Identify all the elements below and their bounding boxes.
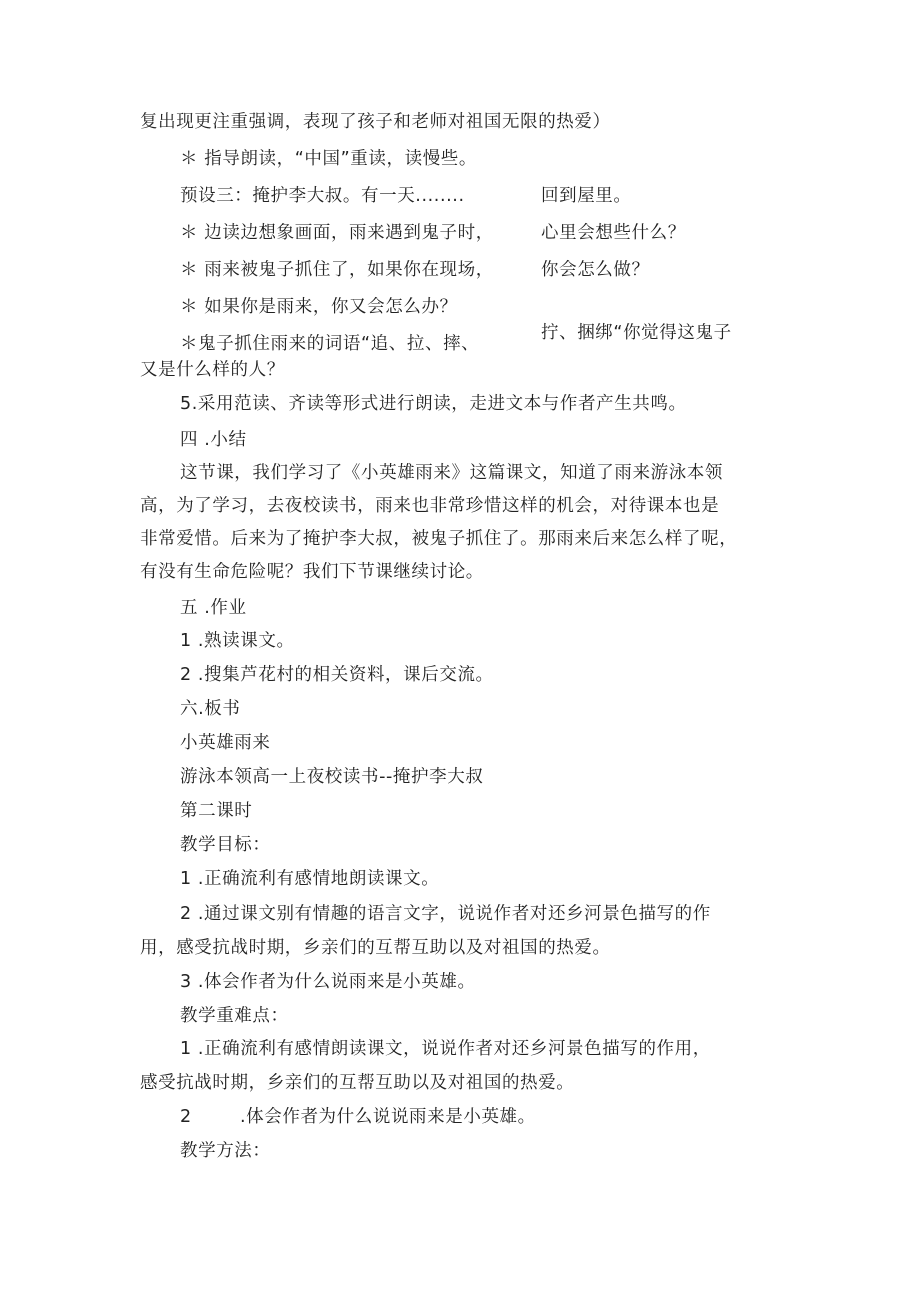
text-line: 游泳本领高一上夜校读书--掩护李大叔 <box>180 767 484 787</box>
text-line: 预设三：掩护李大叔。有一天........ <box>180 186 465 206</box>
text-line: 非常爱惜。后来为了掩护李大叔，被鬼子抓住了。那雨来后来怎么样了呢， <box>140 529 738 549</box>
text-line: ＊鬼子抓住雨来的词语“追、拉、摔、 <box>180 334 480 354</box>
text-line: 1 .熟读课文。 <box>180 631 295 651</box>
section-heading: 教学重难点： <box>180 1006 289 1026</box>
text-line: 感受抗战时期，乡亲们的互帮互助以及对祖国的热爱。 <box>140 1073 575 1093</box>
text-line: 拧、捆绑“你觉得这鬼子 <box>541 323 732 343</box>
text-line: 你会怎么做？ <box>541 260 650 280</box>
text-line: 回到屋里。 <box>541 186 632 206</box>
text-line: 2 .通过课文别有情趣的语言文字，说说作者对还乡河景色描写的作 <box>180 904 711 924</box>
text-line: .体会作者为什么说说雨来是小英雄。 <box>240 1107 536 1127</box>
text-line: 1 .正确流利有感情地朗读课文。 <box>180 869 440 889</box>
section-heading: 六.板书 <box>180 699 241 719</box>
text-line: 这节课，我们学习了《小英雄雨来》这篇课文，知道了雨来游泳本领 <box>180 463 723 483</box>
text-line: 复出现更注重强调，表现了孩子和老师对祖国无限的热爱） <box>140 112 611 132</box>
text-line: 1 .正确流利有感情朗读课文，说说作者对还乡河景色描写的作用， <box>180 1039 711 1059</box>
text-line: 小英雄雨来 <box>180 733 271 753</box>
section-heading: 四 .小结 <box>180 430 247 450</box>
section-heading: 五 .作业 <box>180 598 247 618</box>
text-line: 5.采用范读、齐读等形式进行朗读，走进文本与作者产生共鸣。 <box>180 394 687 414</box>
text-line: ＊ 雨来被鬼子抓住了，如果你在现场， <box>180 260 494 280</box>
section-heading: 教学目标： <box>180 835 271 855</box>
text-line: 2 .搜集芦花村的相关资料，课后交流。 <box>180 665 494 685</box>
text-line: 用，感受抗战时期，乡亲们的互帮互助以及对祖国的热爱。 <box>140 938 611 958</box>
text-line: ＊ 边读边想象画面，雨来遇到鬼子时， <box>180 223 494 243</box>
text-line: 高，为了学习，去夜校读书，雨来也非常珍惜这样的机会，对待课本也是 <box>140 496 720 516</box>
section-heading: 教学方法： <box>180 1141 271 1161</box>
text-line: 3 .体会作者为什么说雨来是小英雄。 <box>180 972 476 992</box>
text-line: 有没有生命危险呢？我们下节课继续讨论。 <box>140 562 484 582</box>
text-line: ＊ 指导朗读，“中国”重读，读慢些。 <box>180 149 477 169</box>
text-line: 心里会想些什么？ <box>541 223 686 243</box>
section-heading: 第二课时 <box>180 801 253 821</box>
text-line: 2 <box>180 1107 192 1127</box>
text-line: 又是什么样的人？ <box>140 360 285 380</box>
text-line: ＊ 如果你是雨来，你又会怎么办？ <box>180 297 458 317</box>
